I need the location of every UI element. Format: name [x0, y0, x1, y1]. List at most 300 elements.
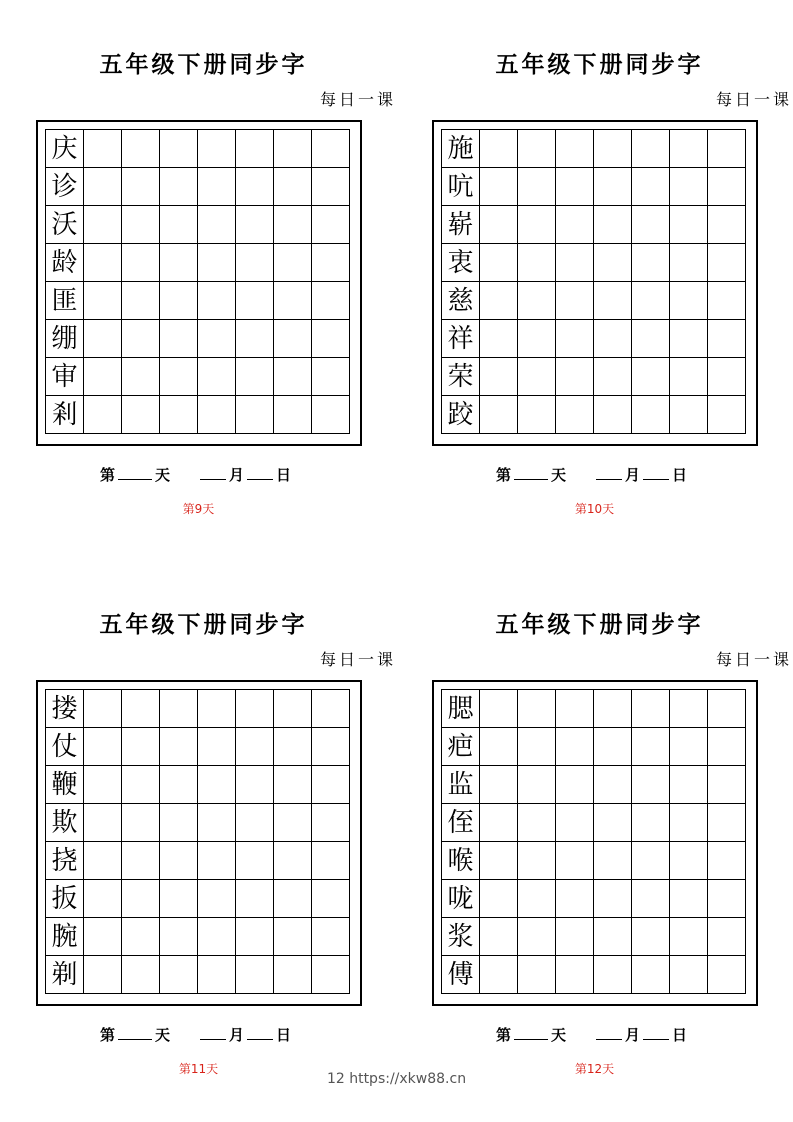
writing-cell[interactable]: [518, 396, 556, 434]
writing-cell[interactable]: [236, 282, 274, 320]
writing-cell[interactable]: [518, 282, 556, 320]
writing-cell[interactable]: [198, 282, 236, 320]
panel-title: 五年级下册同步字: [99, 611, 308, 638]
writing-cell[interactable]: [312, 168, 350, 206]
writing-cell[interactable]: [236, 168, 274, 206]
writing-cell[interactable]: [556, 358, 594, 396]
writing-cell[interactable]: [594, 320, 632, 358]
writing-cell[interactable]: [480, 804, 518, 842]
writing-cell[interactable]: [198, 728, 236, 766]
writing-cell[interactable]: [632, 130, 670, 168]
practice-grid-frame: [432, 680, 758, 1006]
writing-cell[interactable]: [160, 918, 198, 956]
writing-cell[interactable]: [708, 880, 746, 918]
model-character: 浆: [442, 918, 480, 956]
writing-cell[interactable]: [632, 766, 670, 804]
writing-cell[interactable]: [670, 918, 708, 956]
writing-cell[interactable]: [556, 244, 594, 282]
writing-cell[interactable]: [160, 282, 198, 320]
writing-cell[interactable]: [708, 842, 746, 880]
writing-cell[interactable]: [160, 804, 198, 842]
writing-cell[interactable]: [312, 358, 350, 396]
worksheet-panel-day-12: [432, 575, 792, 1095]
writing-cell[interactable]: [556, 690, 594, 728]
date-yue-label: 月: [625, 466, 641, 484]
writing-cell[interactable]: [312, 728, 350, 766]
writing-cell[interactable]: [556, 206, 594, 244]
writing-cell[interactable]: [198, 358, 236, 396]
writing-cell[interactable]: [160, 168, 198, 206]
writing-cell[interactable]: [518, 956, 556, 994]
writing-cell[interactable]: [480, 766, 518, 804]
model-character: 仗: [46, 728, 84, 766]
day-blank[interactable]: [643, 1025, 669, 1040]
writing-cell[interactable]: [198, 880, 236, 918]
model-character: 祥: [442, 320, 480, 358]
writing-cell[interactable]: [122, 690, 160, 728]
model-character: 剃: [46, 956, 84, 994]
writing-cell[interactable]: [632, 168, 670, 206]
writing-cell[interactable]: [84, 690, 122, 728]
date-di-label: 第: [100, 466, 116, 484]
writing-cell[interactable]: [312, 396, 350, 434]
model-character: 衷: [442, 244, 480, 282]
writing-cell[interactable]: [518, 690, 556, 728]
writing-cell[interactable]: [160, 956, 198, 994]
writing-cell[interactable]: [160, 728, 198, 766]
model-character: 吭: [442, 168, 480, 206]
writing-cell[interactable]: [708, 130, 746, 168]
writing-cell[interactable]: [556, 842, 594, 880]
writing-cell[interactable]: [198, 130, 236, 168]
writing-cell[interactable]: [236, 956, 274, 994]
writing-cell[interactable]: [198, 842, 236, 880]
writing-cell[interactable]: [84, 918, 122, 956]
writing-cell[interactable]: [312, 766, 350, 804]
writing-cell[interactable]: [670, 320, 708, 358]
writing-cell[interactable]: [84, 956, 122, 994]
writing-cell[interactable]: [236, 130, 274, 168]
writing-cell[interactable]: [160, 206, 198, 244]
writing-cell[interactable]: [480, 690, 518, 728]
writing-cell[interactable]: [236, 880, 274, 918]
writing-cell[interactable]: [236, 396, 274, 434]
writing-cell[interactable]: [556, 918, 594, 956]
model-character: 咙: [442, 880, 480, 918]
date-yue-label: 月: [229, 466, 245, 484]
writing-cell[interactable]: [160, 766, 198, 804]
writing-cell[interactable]: [122, 918, 160, 956]
date-ri-label: 日: [276, 1026, 292, 1044]
writing-cell[interactable]: [632, 244, 670, 282]
writing-cell[interactable]: [670, 728, 708, 766]
writing-cell[interactable]: [122, 168, 160, 206]
date-di-label: 第: [496, 466, 512, 484]
writing-cell[interactable]: [708, 804, 746, 842]
panel-subtitle: 每日一课: [319, 650, 396, 669]
writing-cell[interactable]: [236, 842, 274, 880]
model-character: 剎: [46, 396, 84, 434]
model-character: 庆: [46, 130, 84, 168]
writing-cell[interactable]: [122, 766, 160, 804]
writing-cell[interactable]: [312, 320, 350, 358]
writing-cell[interactable]: [632, 842, 670, 880]
writing-cell[interactable]: [632, 282, 670, 320]
writing-cell[interactable]: [236, 690, 274, 728]
writing-cell[interactable]: [708, 282, 746, 320]
model-character: 施: [442, 130, 480, 168]
writing-cell[interactable]: [274, 728, 312, 766]
writing-cell[interactable]: [236, 206, 274, 244]
writing-cell[interactable]: [122, 396, 160, 434]
writing-cell[interactable]: [632, 804, 670, 842]
model-character: 绷: [46, 320, 84, 358]
writing-cell[interactable]: [312, 956, 350, 994]
writing-cell[interactable]: [84, 766, 122, 804]
writing-cell[interactable]: [518, 320, 556, 358]
panel-title: 五年级下册同步字: [99, 51, 308, 78]
writing-cell[interactable]: [594, 956, 632, 994]
writing-cell[interactable]: [480, 206, 518, 244]
writing-cell[interactable]: [274, 396, 312, 434]
writing-cell[interactable]: [84, 282, 122, 320]
writing-cell[interactable]: [594, 244, 632, 282]
writing-cell[interactable]: [518, 244, 556, 282]
model-character: 疤: [442, 728, 480, 766]
writing-cell[interactable]: [236, 804, 274, 842]
writing-cell[interactable]: [312, 282, 350, 320]
day-blank[interactable]: [247, 465, 273, 480]
writing-cell[interactable]: [274, 282, 312, 320]
date-line: [100, 464, 291, 485]
practice-grid: [441, 129, 746, 434]
writing-cell[interactable]: [480, 130, 518, 168]
writing-cell[interactable]: [122, 956, 160, 994]
writing-cell[interactable]: [312, 206, 350, 244]
writing-cell[interactable]: [274, 956, 312, 994]
writing-cell[interactable]: [274, 690, 312, 728]
writing-cell[interactable]: [236, 918, 274, 956]
model-character: 腮: [442, 690, 480, 728]
writing-cell[interactable]: [480, 282, 518, 320]
panel-subtitle: 每日一课: [319, 90, 396, 109]
writing-cell[interactable]: [480, 842, 518, 880]
writing-cell[interactable]: [632, 918, 670, 956]
writing-cell[interactable]: [480, 396, 518, 434]
writing-cell[interactable]: [274, 244, 312, 282]
writing-cell[interactable]: [518, 728, 556, 766]
writing-cell[interactable]: [84, 728, 122, 766]
writing-cell[interactable]: [160, 244, 198, 282]
writing-cell[interactable]: [480, 168, 518, 206]
month-blank[interactable]: [200, 1025, 226, 1040]
practice-grid: [45, 129, 350, 434]
writing-cell[interactable]: [556, 766, 594, 804]
writing-cell[interactable]: [160, 880, 198, 918]
model-character: 鞭: [46, 766, 84, 804]
writing-cell[interactable]: [518, 206, 556, 244]
day-blank[interactable]: [643, 465, 669, 480]
date-tian-label: 天: [155, 466, 171, 484]
writing-cell[interactable]: [274, 320, 312, 358]
month-blank[interactable]: [200, 465, 226, 480]
writing-cell[interactable]: [274, 918, 312, 956]
writing-cell[interactable]: [556, 804, 594, 842]
writing-cell[interactable]: [670, 282, 708, 320]
date-ri-label: 日: [672, 1026, 688, 1044]
month-blank[interactable]: [596, 465, 622, 480]
writing-cell[interactable]: [670, 880, 708, 918]
practice-grid-frame: [36, 680, 362, 1006]
writing-cell[interactable]: [518, 168, 556, 206]
writing-cell[interactable]: [518, 766, 556, 804]
date-tian-label: 天: [551, 466, 567, 484]
date-ri-label: 日: [276, 466, 292, 484]
writing-cell[interactable]: [632, 880, 670, 918]
writing-cell[interactable]: [670, 766, 708, 804]
writing-cell[interactable]: [556, 130, 594, 168]
writing-cell[interactable]: [670, 804, 708, 842]
practice-grid-frame: [432, 120, 758, 446]
model-character: 崭: [442, 206, 480, 244]
writing-cell[interactable]: [594, 690, 632, 728]
date-line: [496, 1024, 687, 1045]
writing-cell[interactable]: [556, 956, 594, 994]
writing-cell[interactable]: [84, 804, 122, 842]
writing-cell[interactable]: [670, 842, 708, 880]
writing-cell[interactable]: [708, 358, 746, 396]
writing-cell[interactable]: [236, 358, 274, 396]
writing-cell[interactable]: [480, 320, 518, 358]
writing-cell[interactable]: [84, 396, 122, 434]
day-blank[interactable]: [247, 1025, 273, 1040]
model-character: 龄: [46, 244, 84, 282]
writing-cell[interactable]: [670, 130, 708, 168]
writing-cell[interactable]: [670, 396, 708, 434]
writing-cell[interactable]: [518, 842, 556, 880]
day-label: 第12天: [574, 1062, 615, 1076]
worksheet-panel-day-11: [36, 575, 396, 1095]
writing-cell[interactable]: [274, 358, 312, 396]
writing-cell[interactable]: [122, 728, 160, 766]
writing-cell[interactable]: [670, 690, 708, 728]
writing-cell[interactable]: [274, 880, 312, 918]
writing-cell[interactable]: [594, 206, 632, 244]
writing-cell[interactable]: [274, 206, 312, 244]
writing-cell[interactable]: [480, 358, 518, 396]
writing-cell[interactable]: [198, 918, 236, 956]
writing-cell[interactable]: [122, 244, 160, 282]
date-yue-label: 月: [625, 1026, 641, 1044]
writing-cell[interactable]: [312, 244, 350, 282]
writing-cell[interactable]: [670, 358, 708, 396]
day-number-blank[interactable]: [514, 465, 548, 480]
panel-subtitle: 每日一课: [715, 650, 792, 669]
writing-cell[interactable]: [274, 804, 312, 842]
date-ri-label: 日: [672, 466, 688, 484]
writing-cell[interactable]: [708, 206, 746, 244]
writing-cell[interactable]: [84, 842, 122, 880]
writing-cell[interactable]: [632, 358, 670, 396]
writing-cell[interactable]: [122, 358, 160, 396]
writing-cell[interactable]: [274, 130, 312, 168]
writing-cell[interactable]: [556, 396, 594, 434]
writing-cell[interactable]: [480, 880, 518, 918]
writing-cell[interactable]: [236, 244, 274, 282]
writing-cell[interactable]: [236, 766, 274, 804]
writing-cell[interactable]: [556, 282, 594, 320]
writing-cell[interactable]: [198, 766, 236, 804]
writing-cell[interactable]: [594, 842, 632, 880]
page-footer: 12 https://xkw88.cn: [326, 1071, 467, 1087]
writing-cell[interactable]: [84, 358, 122, 396]
writing-cell[interactable]: [594, 130, 632, 168]
writing-cell[interactable]: [594, 168, 632, 206]
writing-cell[interactable]: [480, 728, 518, 766]
writing-cell[interactable]: [670, 168, 708, 206]
writing-cell[interactable]: [594, 766, 632, 804]
writing-cell[interactable]: [160, 690, 198, 728]
writing-cell[interactable]: [556, 168, 594, 206]
day-number-blank[interactable]: [514, 1025, 548, 1040]
writing-cell[interactable]: [594, 282, 632, 320]
writing-cell[interactable]: [708, 956, 746, 994]
writing-cell[interactable]: [480, 956, 518, 994]
writing-cell[interactable]: [84, 168, 122, 206]
writing-cell[interactable]: [160, 842, 198, 880]
writing-cell[interactable]: [312, 804, 350, 842]
model-character: 诊: [46, 168, 84, 206]
writing-cell[interactable]: [312, 842, 350, 880]
panel-subtitle: 每日一课: [715, 90, 792, 109]
writing-cell[interactable]: [198, 168, 236, 206]
writing-cell[interactable]: [708, 396, 746, 434]
writing-cell[interactable]: [480, 244, 518, 282]
model-character: 欺: [46, 804, 84, 842]
writing-cell[interactable]: [708, 320, 746, 358]
writing-cell[interactable]: [160, 320, 198, 358]
writing-cell[interactable]: [556, 728, 594, 766]
model-character: 腕: [46, 918, 84, 956]
writing-cell[interactable]: [670, 244, 708, 282]
model-character: 喉: [442, 842, 480, 880]
writing-cell[interactable]: [84, 880, 122, 918]
writing-cell[interactable]: [518, 804, 556, 842]
writing-cell[interactable]: [198, 244, 236, 282]
writing-cell[interactable]: [122, 842, 160, 880]
writing-cell[interactable]: [556, 320, 594, 358]
writing-cell[interactable]: [122, 320, 160, 358]
writing-cell[interactable]: [708, 766, 746, 804]
writing-cell[interactable]: [198, 206, 236, 244]
writing-cell[interactable]: [312, 880, 350, 918]
date-yue-label: 月: [229, 1026, 245, 1044]
practice-grid: [441, 689, 746, 994]
writing-cell[interactable]: [670, 206, 708, 244]
worksheet-panel-day-10: [432, 15, 792, 535]
writing-cell[interactable]: [312, 918, 350, 956]
writing-cell[interactable]: [518, 358, 556, 396]
writing-cell[interactable]: [632, 396, 670, 434]
writing-cell[interactable]: [632, 690, 670, 728]
writing-cell[interactable]: [480, 918, 518, 956]
day-label: 第10天: [574, 502, 615, 516]
writing-cell[interactable]: [84, 206, 122, 244]
writing-cell[interactable]: [122, 130, 160, 168]
model-character: 侄: [442, 804, 480, 842]
writing-cell[interactable]: [236, 728, 274, 766]
writing-cell[interactable]: [160, 396, 198, 434]
writing-cell[interactable]: [84, 320, 122, 358]
date-di-label: 第: [496, 1026, 512, 1044]
writing-cell[interactable]: [518, 880, 556, 918]
writing-cell[interactable]: [708, 728, 746, 766]
writing-cell[interactable]: [84, 130, 122, 168]
writing-cell[interactable]: [518, 918, 556, 956]
writing-cell[interactable]: [594, 728, 632, 766]
writing-cell[interactable]: [274, 842, 312, 880]
writing-cell[interactable]: [198, 804, 236, 842]
writing-cell[interactable]: [518, 130, 556, 168]
writing-cell[interactable]: [198, 320, 236, 358]
writing-cell[interactable]: [198, 956, 236, 994]
writing-cell[interactable]: [594, 918, 632, 956]
writing-cell[interactable]: [632, 956, 670, 994]
date-tian-label: 天: [155, 1026, 171, 1044]
writing-cell[interactable]: [236, 320, 274, 358]
worksheet-panel-day-9: [36, 15, 396, 535]
writing-cell[interactable]: [160, 358, 198, 396]
model-character: 挠: [46, 842, 84, 880]
panel-title: 五年级下册同步字: [495, 611, 704, 638]
writing-cell[interactable]: [312, 130, 350, 168]
day-number-blank[interactable]: [118, 465, 152, 480]
writing-cell[interactable]: [632, 206, 670, 244]
model-character: 傅: [442, 956, 480, 994]
day-number-blank[interactable]: [118, 1025, 152, 1040]
writing-cell[interactable]: [198, 690, 236, 728]
model-character: 扳: [46, 880, 84, 918]
writing-cell[interactable]: [160, 130, 198, 168]
writing-cell[interactable]: [122, 282, 160, 320]
writing-cell[interactable]: [594, 804, 632, 842]
writing-cell[interactable]: [594, 880, 632, 918]
writing-cell[interactable]: [632, 728, 670, 766]
model-character: 跤: [442, 396, 480, 434]
writing-cell[interactable]: [594, 358, 632, 396]
day-label: 第11天: [178, 1062, 219, 1076]
writing-cell[interactable]: [708, 690, 746, 728]
writing-cell[interactable]: [274, 766, 312, 804]
writing-cell[interactable]: [122, 804, 160, 842]
writing-cell[interactable]: [312, 690, 350, 728]
writing-cell[interactable]: [632, 320, 670, 358]
writing-cell[interactable]: [708, 244, 746, 282]
writing-cell[interactable]: [708, 918, 746, 956]
writing-cell[interactable]: [556, 880, 594, 918]
model-character: 审: [46, 358, 84, 396]
month-blank[interactable]: [596, 1025, 622, 1040]
writing-cell[interactable]: [122, 206, 160, 244]
writing-cell[interactable]: [670, 956, 708, 994]
writing-cell[interactable]: [84, 244, 122, 282]
writing-cell[interactable]: [708, 168, 746, 206]
writing-cell[interactable]: [198, 396, 236, 434]
writing-cell[interactable]: [122, 880, 160, 918]
date-tian-label: 天: [551, 1026, 567, 1044]
writing-cell[interactable]: [594, 396, 632, 434]
writing-cell[interactable]: [274, 168, 312, 206]
